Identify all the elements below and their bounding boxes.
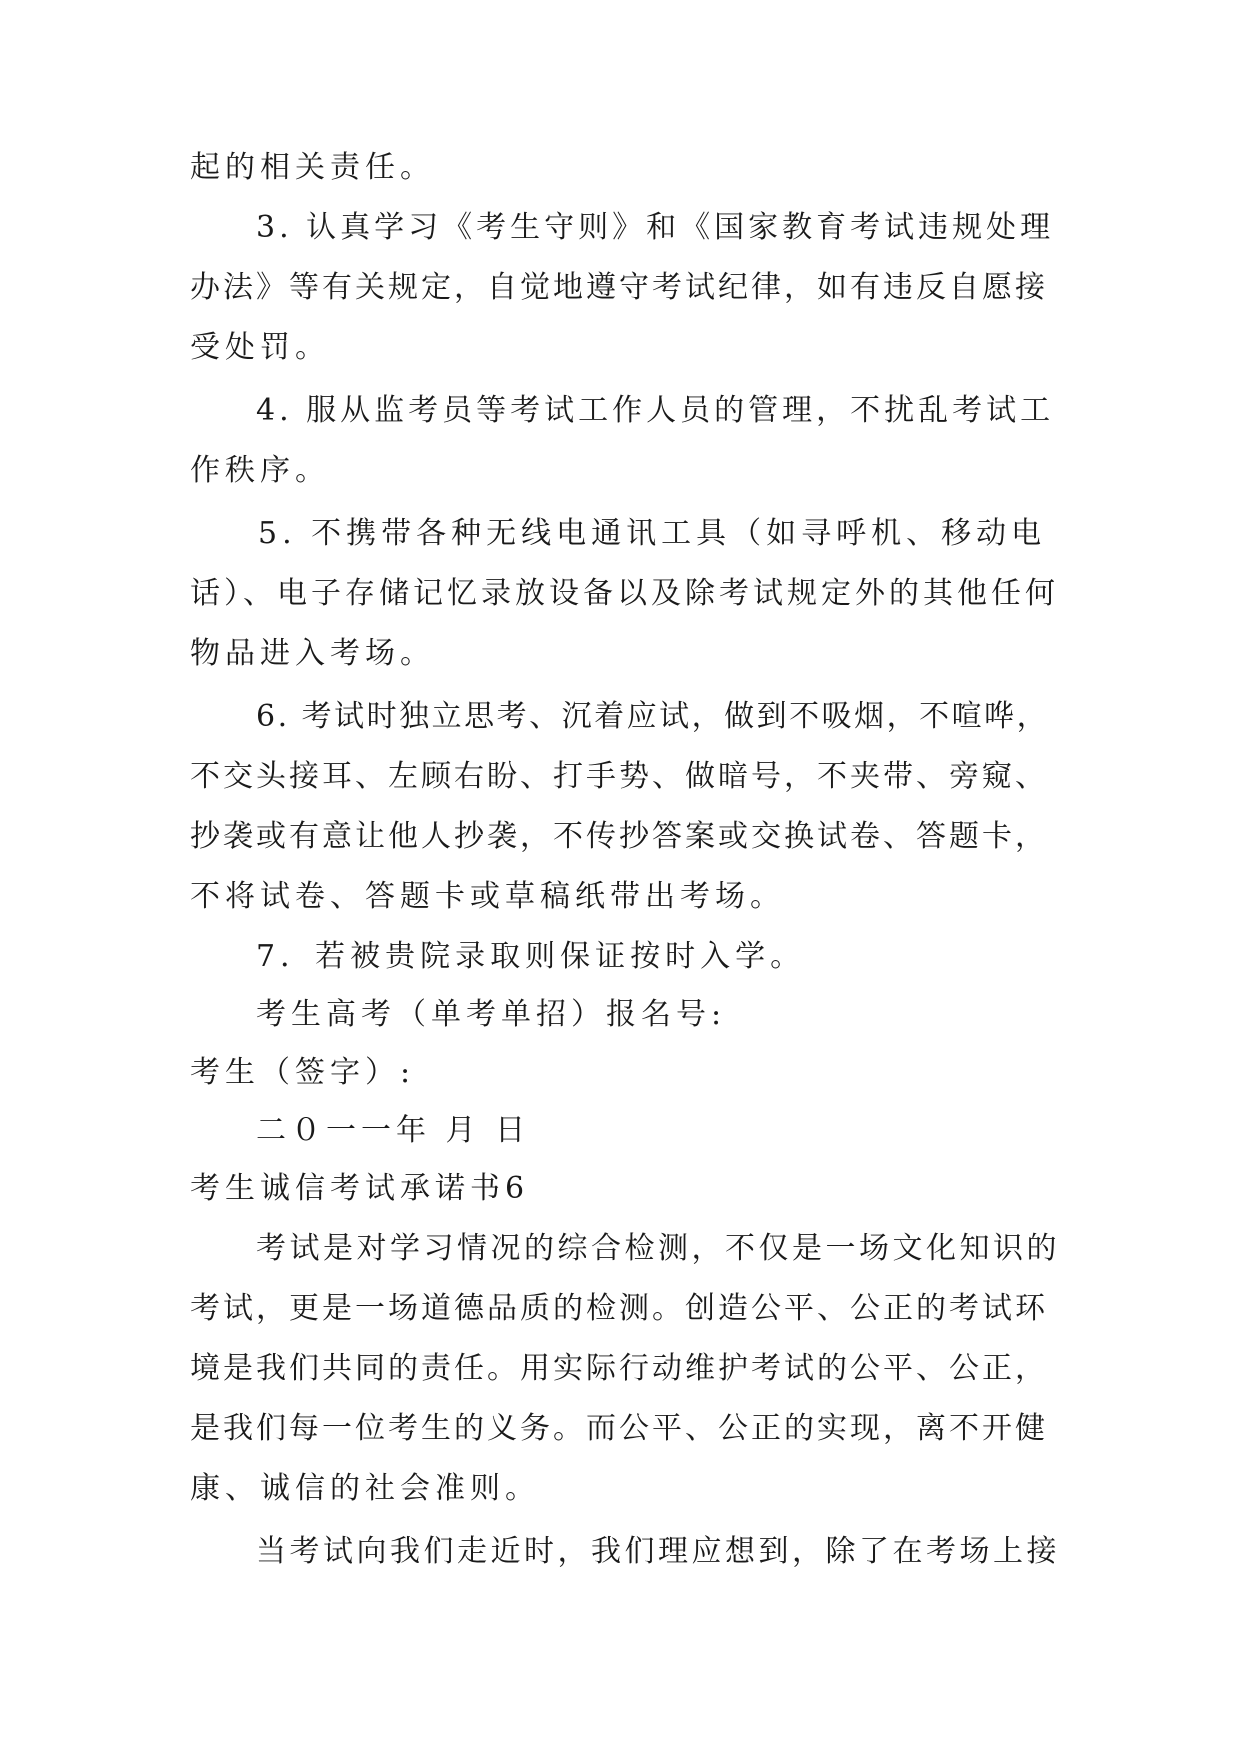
text-line: 话）、电子存储记忆录放设备以及除考试规定外的其他任何	[190, 576, 1059, 611]
text-line: 不将试卷、答题卡或草稿纸带出考场。	[190, 879, 785, 914]
text-line: 不交头接耳、左顾右盼、打手势、做暗号，不夹带、旁窥、	[190, 759, 1048, 794]
text-line: 作秩序。	[190, 453, 330, 488]
text-line: 3. 认真学习《考生守则》和《国家教育考试违规处理	[256, 210, 1055, 245]
text-line: 办法》等有关规定，自觉地遵守考试纪律，如有违反自愿接	[190, 270, 1048, 305]
text-line: 6. 考试时独立思考、沉着应试，做到不吸烟，不喧哗，	[256, 699, 1050, 734]
text-line: 物品进入考场。	[190, 636, 435, 671]
signature-label: 考生（签字）:	[190, 1055, 416, 1090]
text-line: 抄袭或有意让他人抄袭，不传抄答案或交换试卷、答题卡，	[190, 819, 1048, 854]
text-line: 起的相关责任。	[190, 150, 435, 185]
section-title: 考生诚信考试承诺书6	[190, 1171, 530, 1206]
text-line: 考生高考（单考单招）报名号:	[256, 997, 727, 1032]
text-line: 考试是对学习情况的综合检测，不仅是一场文化知识的	[256, 1231, 1060, 1266]
text-line: 受处罚。	[190, 330, 330, 365]
text-line: 考试，更是一场道德品质的检测。创造公平、公正的考试环	[190, 1291, 1048, 1326]
text-line: 康、诚信的社会准则。	[190, 1471, 540, 1506]
date-line: 二０一一年 月 日	[256, 1113, 531, 1148]
text-line: 境是我们共同的责任。用实际行动维护考试的公平、公正，	[190, 1351, 1048, 1386]
text-line: 5. 不携带各种无线电通讯工具（如寻呼机、移动电	[258, 516, 1047, 551]
text-line: 当考试向我们走近时，我们理应想到，除了在考场上接	[256, 1534, 1060, 1569]
text-line: 是我们每一位考生的义务。而公平、公正的实现，离不开健	[190, 1411, 1048, 1446]
text-line: 4. 服从监考员等考试工作人员的管理，不扰乱考试工	[256, 393, 1055, 428]
text-line: 7．若被贵院录取则保证按时入学。	[256, 939, 806, 974]
